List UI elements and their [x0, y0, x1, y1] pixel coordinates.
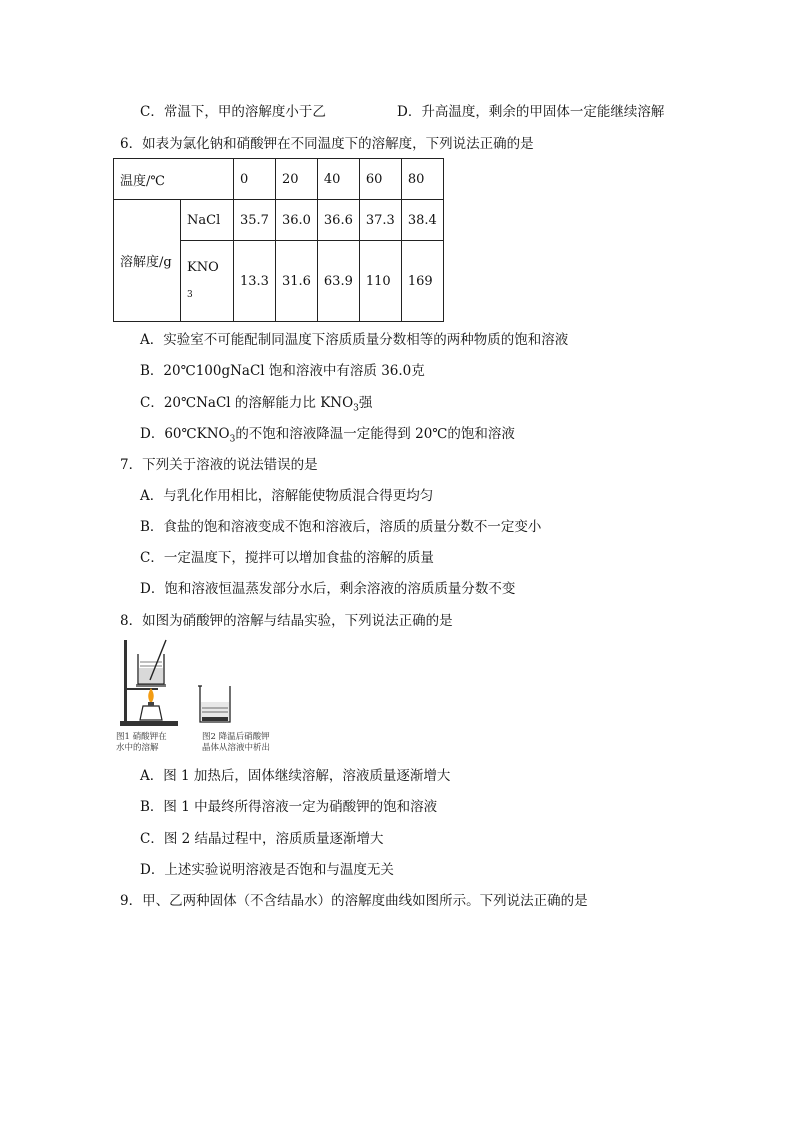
q5-option-c: C．常温下，甲的溶解度小于乙 [140, 104, 326, 120]
q6-option-b: B．20℃100gNaCl 饱和溶液中有溶质 36.0克 [140, 363, 425, 379]
nacl-cell: 36.6 [317, 200, 359, 241]
nacl-cell: 35.7 [234, 200, 276, 241]
kno3-cell: 31.6 [275, 241, 317, 322]
crystallization-figure [116, 638, 286, 758]
stand-base [120, 721, 178, 726]
kno3-crystals [202, 717, 228, 721]
q6-option-d-text: D．60℃KNO [140, 426, 230, 442]
fig2-caption [202, 732, 270, 754]
ring-clamp [126, 688, 158, 690]
fig1-caption-line2: 水中的溶解 [116, 743, 159, 753]
q6-option-c-text: C．20℃NaCl 的溶解能力比 KNO [140, 395, 354, 411]
fig2-caption-line1: 图2 降温后硝酸钾 [202, 732, 270, 742]
flame [148, 688, 153, 704]
q8-option-a: A．图 1 加热后，固体继续溶解，溶液质量逐渐增大 [140, 768, 451, 784]
temp-cell: 60 [359, 159, 401, 200]
q6-option-d-tail: 的不饱和溶液降温一定能得到 20℃的饱和溶液 [235, 426, 515, 442]
table-row-nacl [114, 200, 444, 241]
solubility-table [113, 158, 444, 322]
q7-option-d: D．饱和溶液恒温蒸发部分水后，剩余溶液的溶质质量分数不变 [140, 581, 516, 597]
nacl-label: NaCl [181, 200, 234, 241]
q6-stem: 6．如表为氯化钠和硝酸钾在不同温度下的溶解度，下列说法正确的是 [120, 136, 534, 152]
solubility-header: 溶解度/g [114, 200, 181, 322]
q8-option-d: D．上述实验说明溶液是否饱和与温度无关 [140, 862, 394, 878]
q7-option-c: C．一定温度下，搅拌可以增加食盐的溶解的质量 [140, 550, 434, 566]
q5-option-d: D．升高温度，剩余的甲固体一定能继续溶解 [397, 104, 665, 120]
q6-option-d-subscript: 3 [229, 434, 236, 445]
fig1-caption-line1: 图1 硝酸钾在 [116, 732, 167, 742]
alcohol-lamp [140, 706, 162, 720]
beaker-1-solution [139, 668, 163, 683]
q8-option-b: B．图 1 中最终所得溶液一定为硝酸钾的饱和溶液 [140, 799, 438, 815]
q6-option-c-subscript: 3 [353, 403, 359, 414]
q9-stem: 9．甲、乙两种固体（不含结晶水）的溶解度曲线如图所示。下列说法正确的是 [120, 893, 588, 909]
kno3-label-main: KNO [187, 259, 219, 275]
temp-cell: 20 [275, 159, 317, 200]
q7-option-b: B．食盐的饱和溶液变成不饱和溶液后，溶质的质量分数不一定变小 [140, 519, 542, 535]
q7-stem: 7．下列关于溶液的说法错误的是 [120, 457, 318, 473]
kno3-label [181, 241, 234, 322]
q6-option-d [140, 424, 515, 450]
kno3-label-subscript: 3 [187, 289, 193, 300]
q6-option-c-tail: 强 [358, 395, 373, 411]
temp-header: 温度/℃ [114, 159, 234, 200]
q6-option-c [140, 393, 372, 419]
kno3-cell: 63.9 [317, 241, 359, 322]
kno3-cell: 110 [359, 241, 401, 322]
nacl-cell: 37.3 [359, 200, 401, 241]
fig2-caption-line2: 晶体从溶液中析出 [202, 743, 271, 753]
nacl-cell: 38.4 [401, 200, 443, 241]
lamp-wick-holder [148, 702, 154, 706]
fig1-caption [116, 732, 167, 754]
table-row-temperature [114, 159, 444, 200]
q8-option-c: C．图 2 结晶过程中，溶质质量逐渐增大 [140, 831, 384, 847]
q8-stem: 8．如图为硝酸钾的溶解与结晶实验，下列说法正确的是 [120, 613, 453, 629]
stand-rod [124, 640, 127, 722]
temp-cell: 80 [401, 159, 443, 200]
kno3-cell: 169 [401, 241, 443, 322]
q7-option-a: A．与乳化作用相比，溶解能使物质混合得更均匀 [140, 488, 434, 504]
apparatus-drawing [116, 638, 286, 730]
temp-cell: 0 [234, 159, 276, 200]
kno3-cell: 13.3 [234, 241, 276, 322]
temp-cell: 40 [317, 159, 359, 200]
q6-option-a: A．实验室不可能配制同温度下溶质质量分数相等的两种物质的饱和溶液 [140, 332, 569, 348]
nacl-cell: 36.0 [275, 200, 317, 241]
